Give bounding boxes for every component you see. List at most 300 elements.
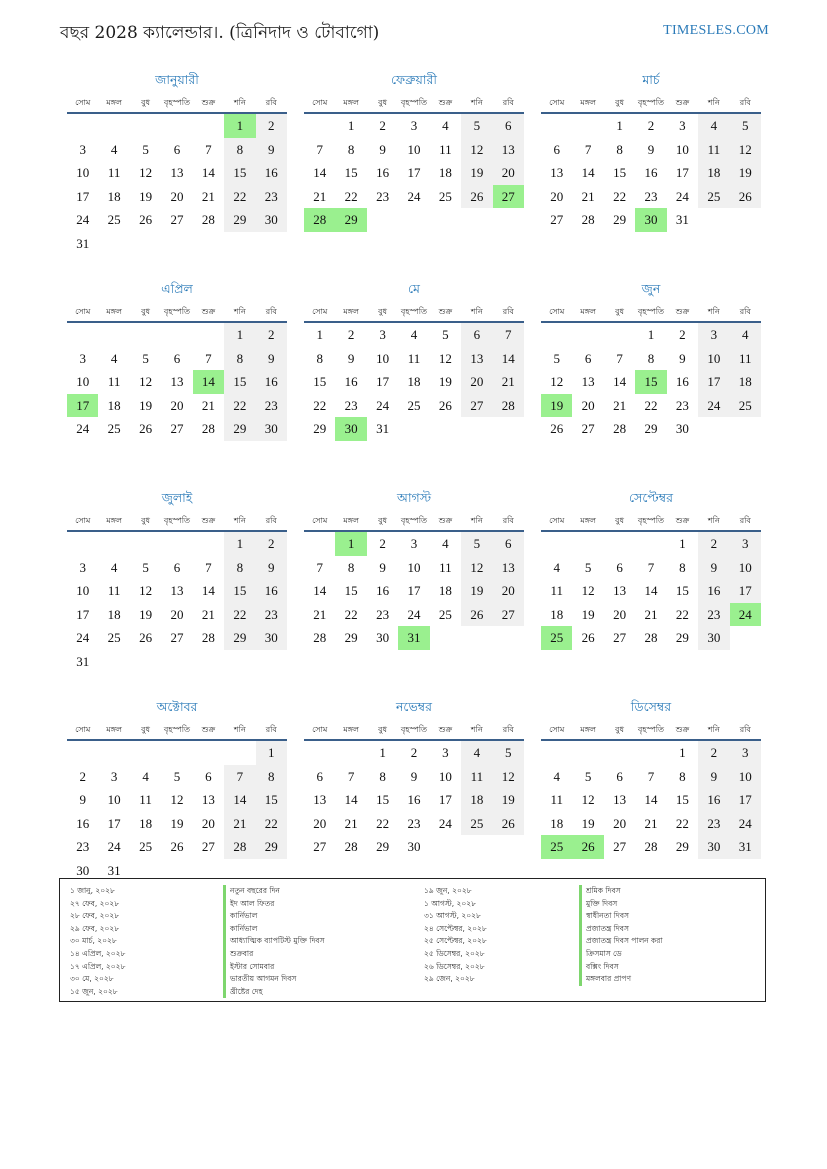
page-title: বছর 2028 ক্যালেন্ডার।. (ত্রিনিদাদ ও টোবাগো): [60, 23, 380, 43]
day-cell: 17: [76, 606, 90, 622]
day-cell: 2: [379, 118, 386, 133]
weekday-label: বৃহস্পতি: [163, 516, 191, 525]
day-cell: 20: [613, 606, 627, 622]
weekday-label: রবি: [502, 307, 514, 316]
day-cell: 17: [107, 815, 121, 831]
day-cell: 9: [79, 792, 86, 807]
weekday-label: বৃহস্পতি: [163, 725, 191, 734]
day-cell: 12: [581, 583, 595, 598]
weekday-label: সোম: [75, 98, 91, 107]
legend-date: ৩০ মার্চ, ২০২৮: [70, 936, 117, 946]
day-cell: 7: [205, 141, 212, 157]
day-grid: [304, 741, 524, 859]
day-cell: 29: [376, 839, 390, 854]
day-cell: 9: [679, 350, 686, 366]
weekday-label: রবি: [265, 98, 277, 107]
day-cell: 7: [205, 559, 212, 575]
weekday-label: রবি: [502, 516, 514, 525]
day-cell: 19: [139, 606, 153, 622]
day-cell: 12: [461, 556, 492, 580]
day-cell: 26: [461, 603, 492, 627]
day-cell: 2: [256, 114, 287, 138]
day-grid: [304, 532, 524, 650]
day-cell: 25: [407, 397, 421, 413]
month-title: এপ্রিল: [161, 281, 193, 296]
weekday-header: [541, 299, 761, 323]
weekday-label: শনি: [470, 516, 483, 525]
day-cell: 23: [376, 188, 390, 204]
legend-holiday-name: কার্নিভাল: [223, 923, 325, 936]
day-cell: 3: [442, 745, 449, 760]
weekday-label: রবি: [739, 725, 751, 734]
legend-date: ৩০ মে, ২০২৮: [70, 974, 114, 984]
weekday-header: [541, 717, 761, 741]
day-cell: 23: [407, 815, 421, 831]
legend-date: ১৪ এপ্রিল, ২০২৮: [70, 948, 126, 958]
day-cell: 27: [201, 839, 215, 854]
day-cell: 30: [698, 835, 729, 859]
day-cell: 10: [376, 350, 390, 366]
day-cell: 26: [581, 630, 595, 645]
day-cell: 8: [616, 141, 623, 157]
day-cell: 27: [170, 630, 184, 645]
day-cell: 29: [675, 839, 689, 854]
day-cell: 15: [613, 165, 627, 180]
day-cell: 11: [730, 347, 761, 371]
day-cell: 24: [76, 630, 90, 645]
day-cell: 5: [553, 350, 560, 366]
weekday-label: শনি: [470, 725, 483, 734]
weekday-label: বুধ: [141, 725, 151, 734]
day-cell: 29: [256, 835, 287, 859]
weekday-label: শনি: [233, 725, 246, 734]
day-cell: 15: [224, 579, 255, 603]
legend-date: ১৭ এপ্রিল, ২০২৮: [70, 961, 126, 971]
day-cell: 18: [107, 606, 121, 622]
day-cell: 30: [407, 839, 421, 854]
weekday-label: শনি: [233, 516, 246, 525]
day-cell: 8: [347, 559, 355, 575]
weekday-label: রবি: [739, 516, 751, 525]
day-cell: 29: [313, 421, 327, 436]
day-cell: 4: [442, 536, 449, 551]
day-cell: 31: [675, 212, 689, 227]
day-cell: 6: [493, 532, 524, 556]
day-cell: 10: [76, 583, 90, 598]
day-cell: 7: [224, 765, 255, 789]
day-cell: 24: [698, 394, 729, 418]
day-cell: 11: [107, 165, 121, 180]
weekday-label: সোম: [549, 725, 565, 734]
day-cell: 10: [438, 768, 452, 784]
day-cell: 13: [493, 138, 524, 162]
day-cell: 13: [313, 792, 327, 807]
day-cell: 10: [730, 765, 761, 789]
day-cell: 22: [344, 188, 358, 204]
legend-date: ২৯ জেন, ২০২৮: [424, 974, 475, 984]
month-title: আগস্ট: [396, 490, 432, 505]
day-cell: 20: [170, 606, 184, 622]
holiday-day-cell: 17: [67, 394, 98, 418]
day-cell: 29: [613, 212, 627, 227]
weekday-label: মঙ্গল: [106, 98, 122, 107]
day-cell: 9: [256, 347, 287, 371]
day-cell: 19: [139, 188, 153, 204]
day-cell: 6: [584, 350, 592, 366]
day-cell: 1: [379, 745, 386, 760]
day-cell: 11: [698, 138, 729, 162]
month-title: ফেব্রুয়ারী: [390, 72, 438, 87]
month-block: [304, 279, 524, 488]
day-cell: 30: [698, 626, 729, 650]
day-cell: 15: [313, 374, 327, 389]
day-cell: 10: [675, 141, 689, 157]
legend-holiday-name: শ্রমিক দিবস: [579, 885, 663, 898]
day-cell: 27: [581, 421, 595, 436]
day-cell: 22: [313, 397, 327, 413]
day-cell: 9: [379, 559, 386, 575]
day-cell: 9: [698, 765, 729, 789]
day-cell: 17: [76, 188, 90, 204]
weekday-label: বুধ: [378, 516, 388, 525]
day-cell: 30: [256, 417, 287, 441]
day-cell: 14: [313, 165, 327, 180]
weekday-label: বুধ: [378, 98, 388, 107]
legend-names-col2: [579, 885, 663, 986]
day-cell: 10: [76, 374, 90, 389]
day-cell: 11: [139, 792, 152, 807]
day-cell: 5: [584, 559, 592, 575]
empty-cell: [572, 532, 603, 556]
day-cell: 13: [581, 374, 595, 389]
day-cell: 1: [679, 745, 686, 760]
day-cell: 23: [675, 397, 689, 413]
day-cell: 23: [256, 603, 287, 627]
day-cell: 26: [139, 421, 153, 436]
holiday-day-cell: 1: [335, 532, 366, 556]
weekday-header: [67, 90, 287, 114]
holiday-day-cell: 19: [541, 394, 572, 418]
day-cell: 22: [224, 185, 255, 209]
day-cell: 3: [410, 536, 418, 551]
day-cell: 14: [201, 583, 215, 598]
empty-cell: [161, 532, 192, 556]
weekday-label: শুক্র: [438, 725, 453, 734]
day-cell: 20: [461, 370, 492, 394]
day-cell: 20: [613, 815, 627, 831]
legend-holiday-name: ভারতীয় আগমন দিবস: [223, 973, 325, 986]
weekday-header: [67, 717, 287, 741]
day-cell: 27: [313, 839, 327, 854]
weekday-header: [304, 508, 524, 532]
day-cell: 16: [698, 579, 729, 603]
day-cell: 10: [407, 141, 421, 157]
day-cell: 13: [613, 792, 627, 807]
weekday-label: সোম: [75, 307, 91, 316]
weekday-label: শুক্র: [675, 98, 690, 107]
legend-holiday-name: ইদ আল ফিতর: [223, 898, 325, 911]
month-title: জুলাই: [161, 490, 193, 505]
day-cell: 29: [224, 626, 255, 650]
day-cell: 1: [256, 741, 287, 765]
day-cell: 27: [550, 212, 564, 227]
day-cell: 9: [379, 141, 386, 157]
day-cell: 16: [256, 370, 287, 394]
day-cell: 3: [79, 350, 86, 366]
legend-date: ১ আগস্ট, ২০২৮: [424, 898, 476, 908]
day-cell: 2: [647, 118, 655, 133]
day-cell: 4: [110, 350, 118, 366]
weekday-label: সোম: [312, 98, 328, 107]
day-cell: 31: [76, 235, 90, 251]
day-cell: 15: [344, 583, 358, 598]
day-cell: 17: [730, 788, 761, 812]
day-cell: 14: [581, 165, 595, 180]
day-cell: 27: [613, 630, 627, 645]
day-cell: 8: [347, 141, 355, 157]
day-cell: 12: [461, 138, 492, 162]
weekday-label: শুক্র: [438, 98, 453, 107]
weekday-label: বুধ: [615, 725, 625, 734]
day-cell: 19: [461, 579, 492, 603]
day-cell: 15: [224, 370, 255, 394]
weekday-label: রবি: [739, 307, 751, 316]
weekday-label: রবি: [502, 98, 514, 107]
day-cell: 20: [313, 815, 327, 831]
day-cell: 14: [613, 374, 627, 389]
day-cell: 16: [256, 161, 287, 185]
weekday-label: শনি: [707, 516, 720, 525]
day-cell: 6: [616, 768, 623, 784]
day-cell: 11: [439, 141, 452, 157]
day-cell: 3: [110, 768, 118, 784]
weekday-label: মঙ্গল: [580, 307, 596, 316]
day-cell: 11: [550, 583, 563, 598]
day-cell: 30: [76, 862, 90, 878]
weekday-label: সোম: [312, 307, 328, 316]
day-cell: 5: [173, 768, 181, 784]
day-cell: 12: [730, 138, 761, 162]
calendar-grid: [67, 70, 761, 906]
day-cell: 4: [553, 768, 560, 784]
day-cell: 3: [730, 741, 761, 765]
day-cell: 24: [730, 812, 761, 836]
day-cell: 13: [170, 165, 184, 180]
day-cell: 1: [224, 323, 255, 347]
empty-cell: [541, 532, 572, 556]
day-cell: 26: [170, 839, 184, 854]
day-cell: 20: [493, 579, 524, 603]
day-cell: 25: [107, 212, 121, 227]
legend-date: ১৯ জুন, ২০২৮: [424, 886, 472, 895]
day-cell: 13: [493, 556, 524, 580]
day-cell: 28: [613, 421, 627, 436]
day-cell: 16: [407, 792, 421, 807]
day-cell: 22: [376, 815, 390, 831]
day-cell: 8: [224, 556, 255, 580]
legend-holiday-name: খ্রীষ্টের দেহ: [223, 986, 325, 999]
day-cell: 21: [493, 370, 524, 394]
day-cell: 21: [644, 606, 658, 622]
day-cell: 17: [376, 374, 390, 389]
day-cell: 7: [205, 350, 212, 366]
legend-holiday-name: মঙ্গলবার প্রাপণ: [579, 973, 663, 986]
day-cell: 28: [201, 630, 215, 645]
day-cell: 28: [201, 212, 215, 227]
legend-holiday-name: আধ্যাত্মিক ব্যাপটিস্ট মুক্তি দিবস: [223, 935, 325, 948]
day-cell: 22: [675, 815, 689, 831]
empty-cell: [572, 323, 603, 347]
day-cell: 31: [76, 653, 90, 669]
day-cell: 22: [675, 606, 689, 622]
day-cell: 21: [224, 812, 255, 836]
brand-link[interactable]: TIMESLES.COM: [663, 23, 769, 38]
day-cell: 5: [142, 141, 149, 157]
day-cell: 6: [616, 559, 623, 575]
day-cell: 28: [581, 212, 595, 227]
day-cell: 21: [201, 606, 215, 622]
empty-cell: [541, 741, 572, 765]
day-cell: 28: [644, 839, 658, 854]
weekday-label: শুক্র: [675, 516, 690, 525]
day-cell: 12: [493, 765, 524, 789]
month-title: ডিসেম্বর: [630, 699, 672, 714]
empty-cell: [67, 741, 98, 765]
empty-cell: [98, 741, 129, 765]
day-cell: 17: [407, 583, 421, 598]
day-cell: 11: [407, 350, 421, 366]
day-grid: [541, 114, 761, 232]
legend-holiday-name: ইস্টার সোমবার: [223, 961, 325, 974]
day-cell: 16: [698, 788, 729, 812]
weekday-label: শুক্র: [675, 725, 690, 734]
weekday-label: বুধ: [378, 725, 388, 734]
day-cell: 22: [256, 812, 287, 836]
day-cell: 2: [347, 327, 355, 342]
day-grid: [67, 323, 287, 441]
day-cell: 18: [139, 815, 153, 831]
day-grid: [67, 532, 287, 673]
day-cell: 1: [347, 118, 355, 133]
month-title: নভেম্বর: [395, 699, 433, 714]
day-cell: 3: [410, 118, 418, 133]
day-cell: 22: [224, 603, 255, 627]
empty-cell: [67, 532, 98, 556]
day-cell: 18: [107, 188, 121, 204]
day-cell: 3: [679, 118, 686, 133]
weekday-header: [304, 299, 524, 323]
weekday-header: [67, 508, 287, 532]
weekday-label: সোম: [549, 98, 565, 107]
day-cell: 16: [76, 815, 90, 831]
day-cell: 6: [173, 141, 181, 157]
legend-dates-col1: [70, 885, 125, 998]
weekday-label: মঙ্গল: [106, 307, 122, 316]
holiday-day-cell: 31: [398, 626, 429, 650]
day-cell: 24: [76, 212, 90, 227]
day-cell: 16: [644, 165, 658, 180]
day-cell: 2: [256, 323, 287, 347]
day-cell: 19: [461, 161, 492, 185]
day-cell: 16: [376, 583, 390, 598]
weekday-label: শনি: [707, 725, 720, 734]
day-grid: [67, 741, 287, 882]
weekday-label: শনি: [233, 98, 246, 107]
day-cell: 4: [410, 327, 418, 342]
weekday-header: [541, 90, 761, 114]
day-cell: 13: [613, 583, 627, 598]
day-cell: 12: [139, 374, 153, 389]
empty-cell: [604, 323, 635, 347]
day-grid: [304, 114, 524, 232]
day-cell: 17: [407, 165, 421, 180]
weekday-header: [541, 508, 761, 532]
legend-holiday-name: প্রজাতন্ত্র দিবস: [579, 923, 663, 936]
legend-date: ১ জানু, ২০২৮: [70, 886, 115, 895]
day-cell: 2: [79, 768, 86, 784]
day-cell: 18: [461, 788, 492, 812]
day-cell: 30: [256, 626, 287, 650]
day-cell: 1: [224, 532, 255, 556]
day-cell: 24: [76, 421, 90, 436]
day-cell: 3: [79, 141, 86, 157]
day-cell: 12: [139, 583, 153, 598]
legend-dates-col2: [424, 885, 487, 986]
day-cell: 29: [675, 630, 689, 645]
weekday-label: শনি: [470, 98, 483, 107]
day-cell: 14: [344, 792, 358, 807]
day-cell: 7: [316, 141, 323, 157]
day-cell: 31: [376, 421, 390, 436]
legend-holiday-name: নতুন বছরের দিন: [223, 885, 325, 898]
weekday-label: বৃহস্পতি: [400, 516, 428, 525]
weekday-label: মঙ্গল: [106, 516, 122, 525]
empty-cell: [130, 532, 161, 556]
day-cell: 20: [550, 188, 564, 204]
day-cell: 20: [581, 397, 595, 413]
day-cell: 19: [170, 815, 184, 831]
day-cell: 27: [170, 212, 184, 227]
legend-date: ২৪ সেপ্টেম্বর, ২০২৮: [424, 923, 487, 933]
day-cell: 1: [616, 118, 623, 133]
holiday-day-cell: 15: [635, 370, 666, 394]
day-cell: 12: [438, 350, 452, 366]
day-cell: 15: [256, 788, 287, 812]
day-cell: 17: [698, 370, 729, 394]
weekday-label: শনি: [707, 98, 720, 107]
legend-date: ২৫ ডিসেম্বর, ২০২৮: [424, 948, 485, 958]
day-cell: 18: [550, 815, 564, 831]
day-cell: 21: [613, 397, 627, 413]
day-cell: 28: [344, 839, 358, 854]
holiday-day-cell: 30: [335, 417, 366, 441]
empty-cell: [161, 114, 192, 138]
day-cell: 9: [256, 556, 287, 580]
weekday-label: বুধ: [141, 98, 151, 107]
month-block: [67, 70, 287, 279]
weekday-label: মঙ্গল: [343, 516, 359, 525]
day-cell: 20: [170, 397, 184, 413]
day-cell: 13: [550, 165, 564, 180]
day-cell: 21: [313, 606, 327, 622]
day-cell: 26: [493, 812, 524, 836]
legend-holiday-name: প্রজাতন্ত্র দিবস পালন করা: [579, 935, 663, 948]
empty-cell: [161, 323, 192, 347]
day-cell: 5: [142, 559, 149, 575]
day-cell: 6: [461, 323, 492, 347]
legend-date: ২৬ ডিসেম্বর, ২০২৮: [424, 961, 485, 971]
month-block: [67, 279, 287, 488]
